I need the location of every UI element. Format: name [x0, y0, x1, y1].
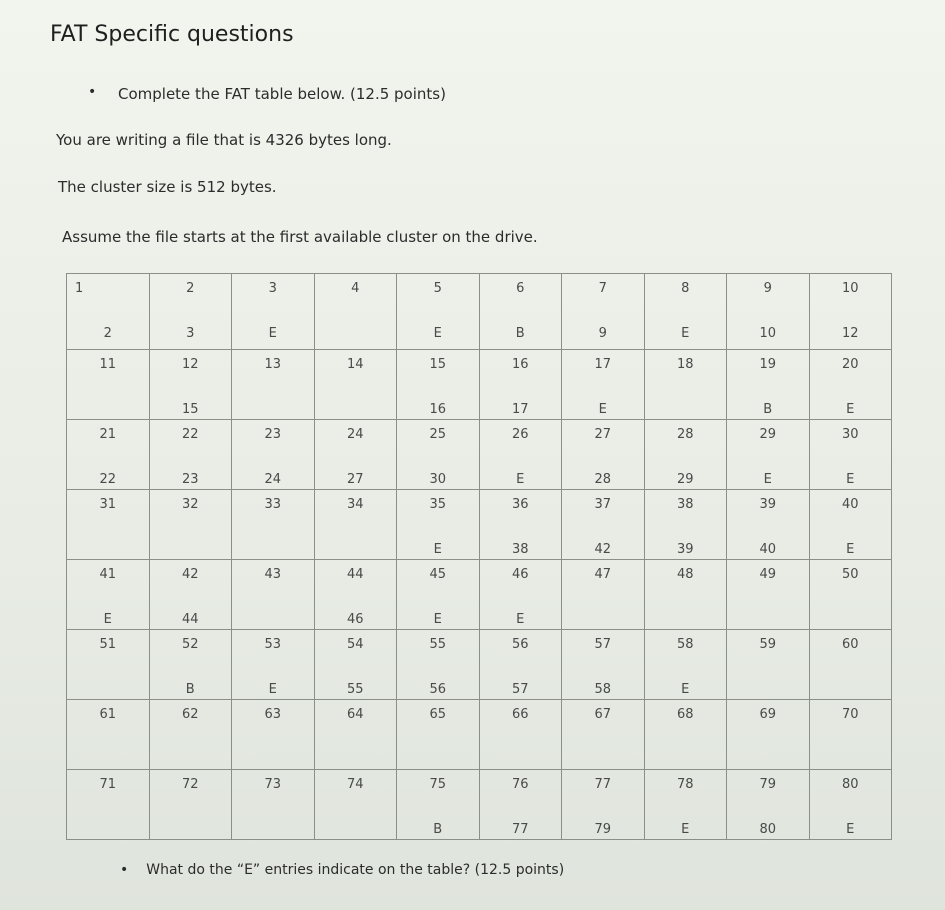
- fat-cell: [314, 350, 397, 420]
- cluster-entry: 28: [594, 472, 612, 487]
- fat-cell: [232, 490, 315, 560]
- cluster-number: 18: [676, 357, 694, 372]
- fat-cell: [562, 560, 645, 630]
- table-row: [67, 274, 892, 350]
- cluster-entry: B: [185, 682, 195, 697]
- cluster-entry: 3: [186, 326, 195, 341]
- table-row: [67, 630, 892, 700]
- fat-cell: [479, 630, 562, 700]
- cluster-number: 24: [346, 427, 364, 442]
- cluster-number: 2: [186, 281, 195, 296]
- cluster-entry: E: [763, 472, 772, 487]
- fat-cell: [397, 490, 480, 560]
- fat-cell: [397, 700, 480, 770]
- cluster-number: 31: [99, 497, 117, 512]
- cluster-entry: B: [515, 326, 525, 341]
- cluster-number: 13: [264, 357, 282, 372]
- cluster-number: 75: [429, 777, 447, 792]
- cluster-entry: 10: [759, 326, 777, 341]
- cluster-number: 35: [429, 497, 447, 512]
- bullet-dot: •: [120, 862, 129, 878]
- cluster-number: 27: [594, 427, 612, 442]
- table-row: [67, 770, 892, 840]
- fat-cell: [562, 700, 645, 770]
- table-row: [67, 420, 892, 490]
- cluster-entry: E: [433, 612, 442, 627]
- cluster-number: 14: [346, 357, 364, 372]
- cluster-entry: E: [681, 326, 690, 341]
- table-row: [67, 560, 892, 630]
- cluster-number: 72: [181, 777, 199, 792]
- cluster-number: 42: [181, 567, 199, 582]
- cluster-entry: E: [681, 682, 690, 697]
- cluster-number: 69: [759, 707, 777, 722]
- cluster-number: 16: [511, 357, 529, 372]
- cluster-entry: E: [433, 542, 442, 557]
- cluster-entry: 44: [181, 612, 199, 627]
- fat-cell: [397, 420, 480, 490]
- cluster-number: 7: [598, 281, 607, 296]
- cluster-number: 54: [346, 637, 364, 652]
- fat-cell: [644, 420, 727, 490]
- cluster-number: 53: [264, 637, 282, 652]
- fat-cell: [644, 700, 727, 770]
- fat-cell: [232, 770, 315, 840]
- cluster-entry: E: [433, 326, 442, 341]
- fat-cell: [67, 630, 150, 700]
- fat-cell: [67, 560, 150, 630]
- assumption-text: Assume the file starts at the first available cluster on the drive.: [62, 228, 538, 246]
- table-row: [67, 490, 892, 560]
- cluster-number: 70: [841, 707, 859, 722]
- fat-cell: [644, 560, 727, 630]
- fat-cell: [314, 560, 397, 630]
- fat-table: [66, 273, 892, 840]
- cluster-number: 12: [181, 357, 199, 372]
- fat-cell: [479, 770, 562, 840]
- cluster-number: 45: [429, 567, 447, 582]
- cluster-entry: E: [846, 542, 855, 557]
- fat-cell: [149, 770, 232, 840]
- cluster-number: 9: [763, 281, 772, 296]
- fat-cell: [67, 274, 150, 350]
- cluster-entry: 77: [511, 822, 529, 837]
- cluster-entry: 58: [594, 682, 612, 697]
- fat-cell: [397, 560, 480, 630]
- cluster-number: 80: [841, 777, 859, 792]
- cluster-entry: E: [846, 402, 855, 417]
- cluster-entry: 15: [181, 402, 199, 417]
- cluster-number: 74: [346, 777, 364, 792]
- cluster-number: 62: [181, 707, 199, 722]
- cluster-number: 3: [268, 281, 277, 296]
- cluster-number: 68: [676, 707, 694, 722]
- fat-cell: [727, 490, 810, 560]
- fat-cell: [727, 560, 810, 630]
- fat-cell: [232, 420, 315, 490]
- table-row: [67, 700, 892, 770]
- cluster-number: 1: [75, 281, 84, 296]
- cluster-number: 43: [264, 567, 282, 582]
- fat-cell: [809, 350, 892, 420]
- cluster-number: 22: [181, 427, 199, 442]
- cluster-entry: B: [433, 822, 443, 837]
- cluster-number: 61: [99, 707, 117, 722]
- cluster-number: 52: [181, 637, 199, 652]
- cluster-entry: 79: [594, 822, 612, 837]
- cluster-number: 4: [351, 281, 360, 296]
- fat-cell: [479, 560, 562, 630]
- fat-cell: [67, 420, 150, 490]
- fat-cell: [232, 274, 315, 350]
- cluster-number: 78: [676, 777, 694, 792]
- file-size-text: You are writing a file that is 4326 bytes long.: [56, 131, 392, 149]
- cluster-number: 77: [594, 777, 612, 792]
- fat-cell: [809, 630, 892, 700]
- question-2: [120, 862, 564, 878]
- cluster-number: 50: [841, 567, 859, 582]
- cluster-number: 30: [841, 427, 859, 442]
- cluster-number: 48: [676, 567, 694, 582]
- fat-cell: [809, 770, 892, 840]
- fat-cell: [809, 700, 892, 770]
- cluster-size-text: The cluster size is 512 bytes.: [58, 178, 277, 196]
- cluster-number: 36: [511, 497, 529, 512]
- fat-cell: [562, 770, 645, 840]
- cluster-number: 46: [511, 567, 529, 582]
- cluster-number: 23: [264, 427, 282, 442]
- cluster-entry: E: [846, 472, 855, 487]
- cluster-number: 64: [346, 707, 364, 722]
- cluster-number: 73: [264, 777, 282, 792]
- cluster-number: 63: [264, 707, 282, 722]
- fat-cell: [232, 700, 315, 770]
- cluster-entry: E: [516, 472, 525, 487]
- fat-cell: [149, 560, 232, 630]
- fat-cell: [479, 274, 562, 350]
- fat-cell: [727, 770, 810, 840]
- fat-cell: [479, 350, 562, 420]
- question-1: Complete the FAT table below. (12.5 points): [118, 85, 446, 103]
- cluster-number: 8: [681, 281, 690, 296]
- cluster-number: 20: [841, 357, 859, 372]
- cluster-entry: 55: [346, 682, 364, 697]
- cluster-entry: 27: [346, 472, 364, 487]
- fat-cell: [67, 770, 150, 840]
- cluster-entry: 46: [346, 612, 364, 627]
- fat-cell: [809, 420, 892, 490]
- cluster-entry: 23: [181, 472, 199, 487]
- fat-cell: [809, 490, 892, 560]
- cluster-number: 34: [346, 497, 364, 512]
- cluster-number: 33: [264, 497, 282, 512]
- cluster-entry: E: [846, 822, 855, 837]
- cluster-entry: E: [103, 612, 112, 627]
- cluster-entry: 40: [759, 542, 777, 557]
- fat-cell: [809, 560, 892, 630]
- cluster-number: 39: [759, 497, 777, 512]
- fat-cell: [232, 560, 315, 630]
- cluster-number: 29: [759, 427, 777, 442]
- cluster-entry: 38: [511, 542, 529, 557]
- cluster-number: 17: [594, 357, 612, 372]
- cluster-number: 66: [511, 707, 529, 722]
- cluster-number: 49: [759, 567, 777, 582]
- cluster-number: 32: [181, 497, 199, 512]
- fat-cell: [397, 350, 480, 420]
- fat-cell: [727, 350, 810, 420]
- fat-cell: [149, 700, 232, 770]
- fat-cell: [479, 490, 562, 560]
- cluster-entry: 30: [429, 472, 447, 487]
- fat-cell: [727, 630, 810, 700]
- cluster-number: 57: [594, 637, 612, 652]
- cluster-entry: 16: [429, 402, 447, 417]
- fat-cell: [314, 630, 397, 700]
- cluster-number: 25: [429, 427, 447, 442]
- fat-cell: [644, 274, 727, 350]
- question-2-text: What do the “E” entries indicate on the table? (12.5 points): [146, 862, 565, 878]
- cluster-number: 19: [759, 357, 777, 372]
- cluster-number: 59: [759, 637, 777, 652]
- cluster-entry: 22: [99, 472, 117, 487]
- fat-cell: [314, 770, 397, 840]
- cluster-entry: B: [763, 402, 773, 417]
- cluster-number: 38: [676, 497, 694, 512]
- cluster-number: 10: [841, 281, 859, 296]
- fat-cell: [562, 274, 645, 350]
- cluster-entry: 9: [598, 326, 607, 341]
- cluster-number: 37: [594, 497, 612, 512]
- cluster-number: 11: [99, 357, 117, 372]
- page-title: FAT Specific questions: [50, 22, 294, 47]
- cluster-number: 44: [346, 567, 364, 582]
- cluster-entry: E: [681, 822, 690, 837]
- cluster-entry: 24: [264, 472, 282, 487]
- fat-cell: [562, 420, 645, 490]
- cluster-number: 41: [99, 567, 117, 582]
- fat-cell: [644, 350, 727, 420]
- cluster-number: 79: [759, 777, 777, 792]
- fat-cell: [644, 770, 727, 840]
- fat-cell: [314, 700, 397, 770]
- cluster-number: 76: [511, 777, 529, 792]
- cluster-entry: E: [516, 612, 525, 627]
- fat-cell: [479, 420, 562, 490]
- cluster-entry: E: [598, 402, 607, 417]
- fat-cell: [149, 630, 232, 700]
- cluster-entry: 17: [511, 402, 529, 417]
- cluster-number: 51: [99, 637, 117, 652]
- cluster-entry: 80: [759, 822, 777, 837]
- fat-cell: [314, 274, 397, 350]
- cluster-number: 55: [429, 637, 447, 652]
- cluster-number: 60: [841, 637, 859, 652]
- cluster-number: 58: [676, 637, 694, 652]
- cluster-number: 56: [511, 637, 529, 652]
- cluster-entry: 29: [676, 472, 694, 487]
- fat-cell: [727, 274, 810, 350]
- cluster-entry: 12: [841, 326, 859, 341]
- cluster-number: 65: [429, 707, 447, 722]
- fat-cell: [727, 420, 810, 490]
- cluster-number: 26: [511, 427, 529, 442]
- bullet-dot: •: [88, 84, 97, 100]
- fat-cell: [397, 630, 480, 700]
- cluster-number: 6: [516, 281, 525, 296]
- fat-cell: [314, 490, 397, 560]
- cluster-number: 5: [433, 281, 442, 296]
- fat-cell: [149, 490, 232, 560]
- fat-cell: [809, 274, 892, 350]
- fat-cell: [67, 490, 150, 560]
- fat-cell: [67, 350, 150, 420]
- fat-cell: [727, 700, 810, 770]
- fat-cell: [397, 274, 480, 350]
- cluster-entry: E: [268, 682, 277, 697]
- cluster-entry: 57: [511, 682, 529, 697]
- cluster-number: 71: [99, 777, 117, 792]
- fat-cell: [562, 350, 645, 420]
- fat-cell: [562, 490, 645, 560]
- cluster-entry: 2: [103, 326, 112, 341]
- cluster-number: 40: [841, 497, 859, 512]
- cluster-number: 47: [594, 567, 612, 582]
- cluster-entry: 39: [676, 542, 694, 557]
- fat-cell: [314, 420, 397, 490]
- fat-cell: [397, 770, 480, 840]
- cluster-entry: E: [268, 326, 277, 341]
- cluster-number: 15: [429, 357, 447, 372]
- cluster-number: 28: [676, 427, 694, 442]
- fat-cell: [644, 490, 727, 560]
- fat-cell: [479, 700, 562, 770]
- fat-cell: [644, 630, 727, 700]
- fat-cell: [562, 630, 645, 700]
- table-row: [67, 350, 892, 420]
- fat-cell: [67, 700, 150, 770]
- cluster-number: 21: [99, 427, 117, 442]
- cluster-entry: 42: [594, 542, 612, 557]
- fat-cell: [232, 350, 315, 420]
- fat-cell: [149, 274, 232, 350]
- fat-cell: [149, 350, 232, 420]
- cluster-number: 67: [594, 707, 612, 722]
- fat-cell: [149, 420, 232, 490]
- fat-cell: [232, 630, 315, 700]
- cluster-entry: 56: [429, 682, 447, 697]
